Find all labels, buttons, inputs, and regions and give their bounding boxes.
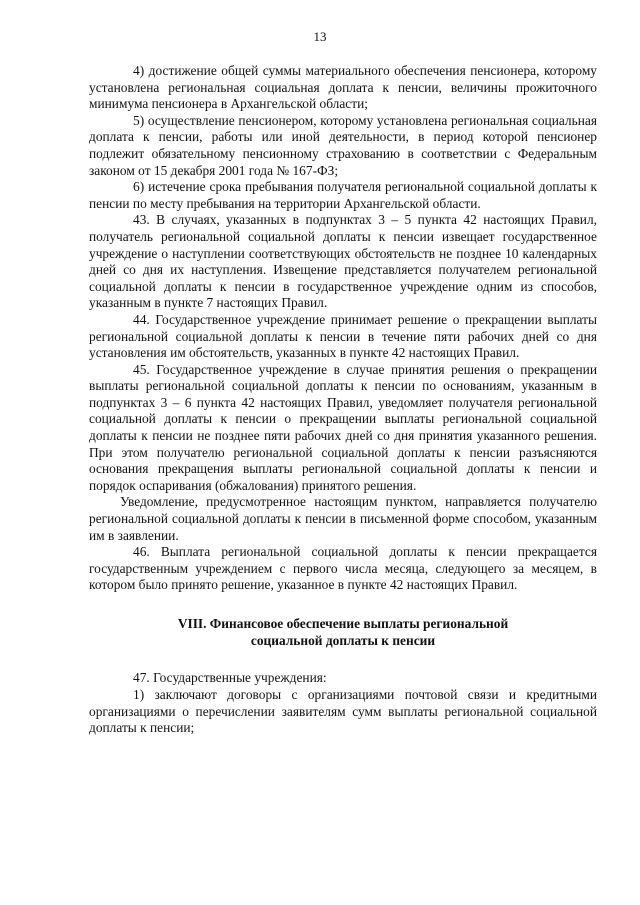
paragraph-notification: Уведомление, предусмотренное настоящим пунктом, направляется получателю региональной социальной доплаты к пенсии в письменной форме способом, указанным им в заявлении. — [89, 494, 597, 543]
page-number: 13 — [313, 29, 327, 44]
paragraph-item-5: 5) осуществление пенсионером, которому установлена региональная социальная доплата к пенсии, работы или иной деятельности, в период которой пенсионер подлежит обязательному пенсионному страхованию в соответствии с Федеральным законом от 15 декабря 2001 года № 167-ФЗ; — [89, 112, 597, 178]
paragraph-44: 44. Государственное учреждение принимает решение о прекращении выплаты региональной социальной доплаты к пенсии в течение пяти рабочих дней со дня установления им обстоятельств, указанных в пункте 42 настоящих Правил. — [89, 311, 597, 361]
paragraph-47-item-1: 1) заключают договоры с организациями почтовой связи и кредитными организациями о перечислении заявителям сумм выплаты региональной социальной доплаты к пенсии; — [89, 687, 597, 736]
section-heading — [89, 615, 597, 649]
paragraph-item-6: 6) истечение срока пребывания получателя региональной социальной доплаты к пенсии по месту пребывания на территории Архангельской области. — [89, 179, 597, 211]
section-heading-line-2: социальной доплаты к пенсии — [250, 633, 436, 649]
paragraph-45: 45. Государственное учреждение в случае принятия решения о прекращении выплаты региональной социальной доплаты к пенсии по основаниям, указанным в подпунктах 3 – 6 пункта 42 настоящих Правил, уведомляет получателя региональной социальной доплаты к пенсии о прекращении выплаты региональной социальной доплаты к пенсии не позднее пяти рабочих дней со дня принятия указанного решения. При этом получателю региональной социальной доплаты к пенсии разъясняются основания прекращения выплаты региональной социальной доплаты к пенсии и порядок оспаривания (обжалования) принятого решения. — [89, 361, 597, 493]
document-body — [89, 63, 597, 737]
paragraph-47: 47. Государственные учреждения: — [133, 670, 327, 686]
section-heading-line-1: VIII. Финансовое обеспечение выплаты региональной — [177, 616, 509, 631]
paragraph-item-4: 4) достижение общей суммы материального обеспечения пенсионера, которому установлена региональная социальная доплата к пенсии, величины прожиточного минимума пенсионера в Архангельской области; — [89, 63, 597, 112]
paragraph-46: 46. Выплата региональной социальной доплаты к пенсии прекращается государственным учреждением с первого числа месяца, следующего за месяцем, в котором было принято решение, указанное в пункте 42 настоящих Правил. — [89, 544, 597, 593]
paragraph-43: 43. В случаях, указанных в подпунктах 3 – 5 пункта 42 настоящих Правил, получатель региональной социальной доплаты к пенсии извещает государственное учреждение о наступлении соответствующих обстоятельств не позднее 10 календарных дней со дня их наступления. Извещение представляется получателем региональной социальной доплаты к пенсии в государственное учреждение одним из способов, указанным в пункте 7 настоящих Правил. — [89, 212, 597, 311]
